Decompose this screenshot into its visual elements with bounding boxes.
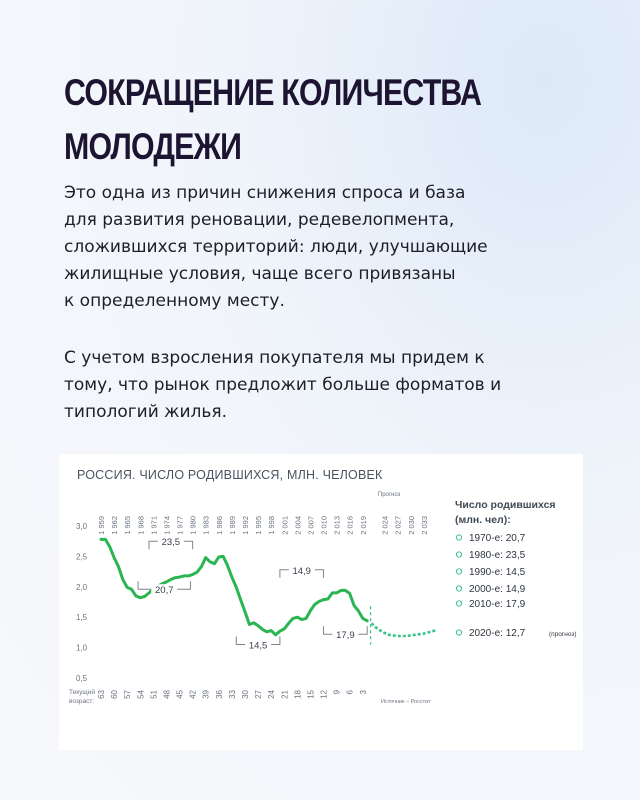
legend-marker: [456, 535, 461, 540]
age-label: 15: [306, 690, 316, 699]
births-line-chart: [59, 454, 583, 750]
year-label: 2 027: [393, 516, 403, 535]
legend-marker: [456, 601, 461, 606]
year-label: 1 962: [110, 516, 120, 535]
legend-item: 2000-е: 14,9: [469, 584, 526, 595]
legend-marker: [456, 569, 461, 574]
year-label: 1 998: [267, 516, 277, 535]
chart-title: РОССИЯ. ЧИСЛО РОДИВШИХСЯ, МЛН. ЧЕЛОВЕК: [77, 468, 383, 482]
age-label: 30: [241, 690, 250, 699]
births-series-line: [101, 539, 367, 634]
legend-forecast-note: (прогноз): [549, 631, 577, 638]
chart-card: [59, 454, 583, 750]
age-label: 45: [175, 690, 185, 699]
legend-marker: [456, 552, 461, 557]
year-label: 1 974: [162, 516, 172, 535]
y-tick-label: 2,0: [76, 582, 88, 592]
year-label: 1 995: [254, 516, 264, 535]
legend-item: 1980-е: 23,5: [469, 550, 526, 561]
age-label: 42: [188, 690, 198, 699]
y-tick-label: 2,5: [76, 552, 88, 562]
age-axis-label: Текущий: [69, 689, 95, 696]
age-label: 60: [110, 690, 120, 699]
legend-item: 1970-е: 20,7: [469, 533, 526, 544]
age-label: 9: [332, 690, 342, 695]
age-label: 24: [267, 690, 277, 699]
bracket-label: 14,5: [248, 640, 268, 652]
y-tick-label: 1,0: [76, 643, 88, 653]
year-label: 2 010: [319, 516, 329, 535]
year-label: 2 016: [345, 516, 355, 535]
legend-item: 2020-е: 12,7: [469, 628, 526, 639]
y-tick-label: 1,5: [76, 613, 88, 623]
year-label: 1 977: [175, 516, 185, 535]
legend-title: Число родившихся: [455, 499, 556, 511]
age-label: 54: [136, 690, 146, 699]
year-label: 1 980: [188, 516, 198, 535]
year-label: 2 004: [293, 516, 303, 535]
year-label: 2 001: [280, 516, 290, 535]
forecast-label: Прогноз: [377, 492, 401, 498]
y-tick-label: 0,5: [76, 674, 88, 683]
y-tick-label: 3,0: [76, 522, 88, 531]
year-label: 1 971: [149, 516, 159, 535]
page-title: СОКРАЩЕНИЕ КОЛИЧЕСТВА МОЛОДЕЖИ: [64, 72, 482, 167]
age-label: 27: [254, 690, 264, 699]
intro-paragraph: Это одна из причин снижения спроса и база для развития реновации, редевелопмента, сложившихся территорий: люди, улучшающие жилищные условия, чаще всего привязаны к определенному месту.: [64, 183, 488, 311]
age-axis-label: возраст:: [69, 698, 95, 705]
age-label: 12: [319, 690, 329, 699]
age-label: 18: [293, 690, 303, 699]
year-label: 1 965: [123, 516, 133, 535]
age-label: 3: [358, 690, 368, 695]
age-label: 33: [227, 690, 237, 699]
outlook-paragraph: С учетом взросления покупателя мы придем к тому, что рынок предложит больше форматов и типологий жилья.: [64, 348, 502, 422]
source-note: Источник – Росстат: [381, 699, 431, 705]
year-label: 2 030: [406, 516, 416, 535]
bracket-label: 14,9: [292, 565, 311, 577]
year-label: 1 983: [201, 516, 211, 535]
age-label: 48: [162, 690, 172, 699]
year-label: 2 007: [306, 516, 316, 535]
year-label: 1 968: [136, 516, 146, 535]
year-label: 1 986: [214, 516, 224, 535]
bracket-label: 23,5: [161, 537, 181, 549]
legend-item: 2010-е: 17,9: [469, 599, 526, 610]
legend-title: (млн. чел):: [455, 514, 511, 526]
bracket-label: 20,7: [155, 585, 174, 597]
year-label: 2 024: [380, 516, 390, 535]
age-label: 51: [149, 690, 159, 699]
year-label: 2 033: [419, 516, 429, 535]
age-label: 36: [214, 690, 224, 699]
age-label: 39: [201, 690, 211, 699]
year-label: 1 959: [97, 516, 106, 535]
year-label: 1 989: [227, 516, 237, 535]
legend-marker: [456, 630, 461, 635]
age-label: 6: [345, 690, 355, 695]
age-label: 21: [280, 690, 290, 699]
age-label: 57: [123, 690, 133, 699]
age-label: 63: [97, 690, 106, 699]
legend-marker: [456, 586, 461, 591]
year-label: 2 019: [358, 516, 368, 535]
year-label: 1 992: [241, 516, 250, 535]
bracket-label: 17,9: [336, 630, 355, 642]
year-label: 2 013: [332, 516, 342, 535]
forecast-series-line: [372, 623, 438, 636]
legend-item: 1990-е: 14,5: [469, 567, 526, 578]
